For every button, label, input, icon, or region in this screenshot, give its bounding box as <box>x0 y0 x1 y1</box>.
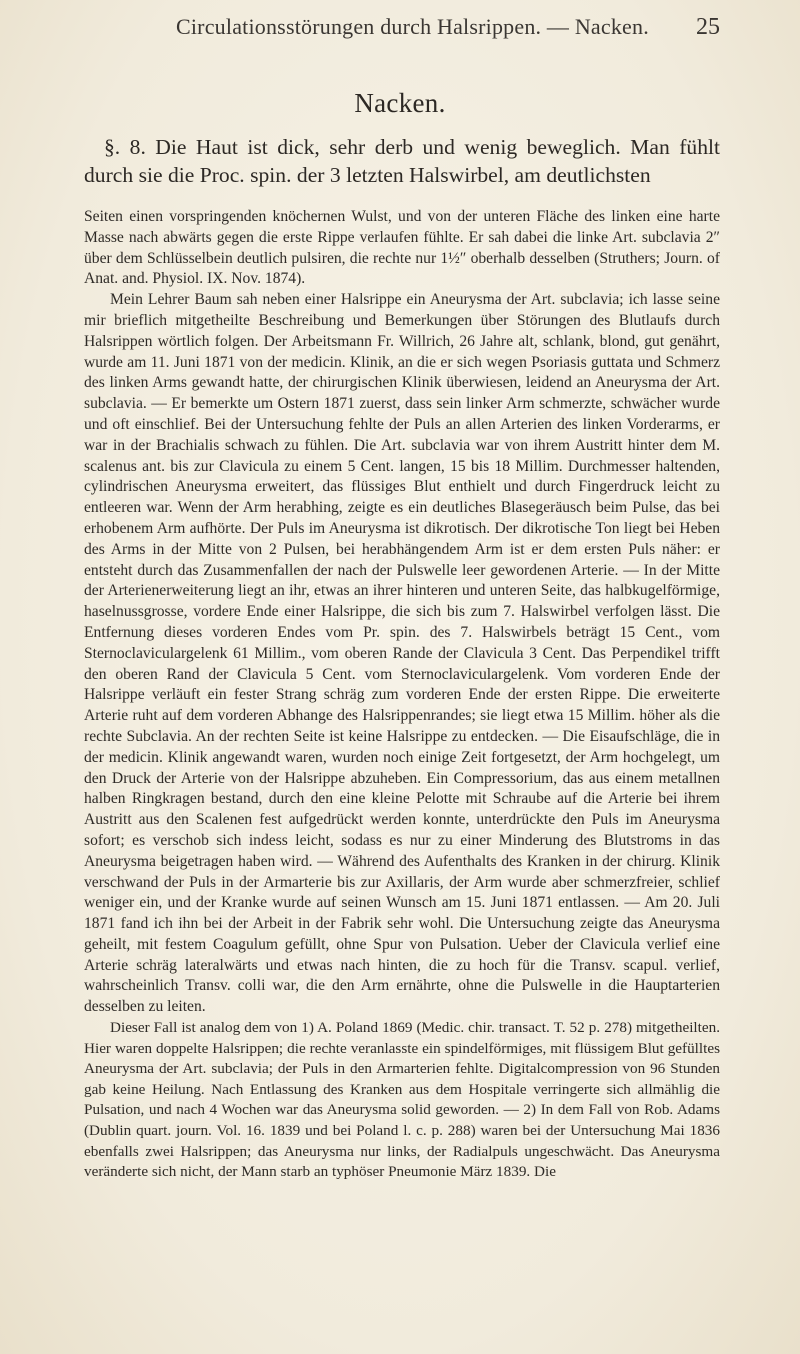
paragraph: Dieser Fall ist analog dem von 1) A. Poland 1869 (Medic. chir. transact. T. 52 p. 278) mitgetheilten. Hier waren doppelte Halsrippen; die rechte veranlasste ein spindelförmiges, mit flüssigem Blut gefülltes Aneurysma der Art. subclavia; der Puls in den Armarterien fehlte. Digitalcompression von 96 Stunden gab keine Heilung. Nach Entlassung des Kranken aus dem Hospitale verringerte sich allmählig die Pulsation, und nach 4 Wochen war das Aneurysma solid geworden. — 2) In dem Fall von Rob. Adams (Dublin quart. journ. Vol. 16. 1839 und bei Poland l. c. p. 288) waren bei der Untersuchung Mai 1836 ebenfalls zwei Halsrippen; das Aneurysma nur links, der Radialpuls ungeschwächt. Das Aneurysma veränderte sich nicht, der Mann starb an typhöser Pneumonie März 1839. Die <box>84 1019 720 1181</box>
lead-paragraph: §. 8. Die Haut ist dick, sehr derb und wenig beweglich. Man fühlt durch sie die Proc. spin. der 3 letzten Halswirbel, am deutlichsten <box>84 135 720 187</box>
section-heading: Nacken. <box>354 88 446 118</box>
body-text <box>84 207 720 1183</box>
running-head <box>84 14 720 46</box>
paragraph: Mein Lehrer Baum sah neben einer Halsrippe ein Aneurysma der Art. subclavia; ich lasse seine mir brieflich mitgetheilte Beschreibung und Bemerkungen über Störungen des Blutlaufs durch Halsrippen wörtlich folgen. Der Arbeitsmann Fr. Willrich, 26 Jahre alt, schlank, blond, gut genährt, wurde am 11. Juni 1871 von der medicin. Klinik, an die er sich wegen Psoriasis guttata und Schmerz des linken Arms gewandt hatte, der chirurgischen Klinik überwiesen, leidend an Aneurysma der Art. subclavia. — Er bemerkte um Ostern 1871 zuerst, dass sein linker Arm schmerzte, schwächer wurde und oft einschlief. Bei der Untersuchung fehlte der Puls an allen Arterien des linken Vorderarms, er war in der Brachialis schwach zu fühlen. Die Art. subclavia war von ihrem Austritt hinter dem M. scalenus ant. bis zur Clavicula zu einem 5 Cent. langen, 15 bis 18 Millim. Durchmesser haltenden, cylindrischen Aneurysma erweitert, das flüssiges Blut enthielt und durch Fingerdruck leicht zu entleeren war. Wenn der Arm herabhing, zeigte es ein deutliches Blasegeräusch beim Pulse, das bei erhobenem Arm aufhörte. Der Puls im Aneurysma ist dikrotisch. Der dikrotische Ton liegt bei Heben des Arms in der Mitte von 2 Pulsen, bei herabhängendem Arm ist er dem ersten Puls näher: er entsteht durch das Zusammenfallen der nach der Pulswelle leer gewordenen Arterie. — In der Mitte der Arterienerweiterung liegt an ihr, etwas an ihrer hinteren und unteren Seite, das halbkugelförmige, haselnussgrosse, vordere Ende einer Halsrippe, die sich bis zum 7. Halswirbel verfolgen lässt. Die Entfernung dieses vorderen Endes vom Pr. spin. des 7. Halswirbels beträgt 15 Cent., vom Sternoclaviculargelenk 61 Millim., vom oberen Rande der Clavicula 3 Cent. Das Perpendikel trifft den oberen Rand der Clavicula 5 Cent. vom Sternoclaviculargelenk. Vom vorderen Ende der Halsrippe verläuft ein fester Strang schräg zum vorderen Ende der ersten Rippe. Die erweiterte Arterie ruht auf dem vorderen Abhange des Halsrippenrandes; sie liegt etwa 15 Millim. höher als die rechte Subclavia. An der rechten Seite ist keine Halsrippe zu entdecken. — Die Eisaufschläge, die in der medicin. Klinik angewandt waren, wurden noch einige Zeit fortgesetzt, der Arm hochgelegt, um den Druck der Arterie von der Halsrippe abzuheben. Ein Compressorium, das aus einem metallnen halben Ringkragen bestand, durch den eine kleine Pelotte mit Schraube auf die Arterie bei ihrem Austritt aus den Scalenen fest aufgedrückt werden konnte, unterdrückte den Puls im Aneurysma sofort; es verschob sich indess leicht, sodass es nur zu einer Minderung des Blutstroms in das Aneurysma beigetragen haben wird. — Während des Aufenthalts des Kranken in der chirurg. Klinik verschwand der Puls in der Armarterie bis zur Axillaris, der Arm wurde aber schmerzfreier, schlief weniger ein, und der Kranke wurde auf seinen Wunsch am 15. Juni 1871 entlassen. — Am 20. Juli 1871 fand ich ihn bei der Arbeit in der Fabrik sehr wohl. Die Untersuchung zeigte das Aneurysma geheilt, mit festem Coagulum gefüllt, ohne Spur von Pulsation. Ueber der Clavicula verlief eine Arterie schräg lateralwärts und etwas nach hinten, die zu hoch für die Transv. scapul. verlief, wahrscheinlich Transv. colli war, die den Arm ernährte, ohne die Pulswelle in die Hauptarterien desselben zu leiten. <box>84 291 720 1016</box>
page-number: 25 <box>696 14 720 40</box>
running-title: Circulationsstörungen durch Halsrippen. — Nacken. <box>176 14 649 39</box>
paragraph: Seiten einen vorspringenden knöchernen Wulst, und von der unteren Fläche des linken eine harte Masse nach abwärts gegen die erste Rippe verlaufen fühlte. Er sah dabei die linke Art. subclavia 2″ über dem Schlüsselbein deutlich pulsiren, die rechte nur 1½″ oberhalb desselben (Struthers; Journ. of Anat. and. Physiol. IX. Nov. 1874). <box>84 208 720 288</box>
